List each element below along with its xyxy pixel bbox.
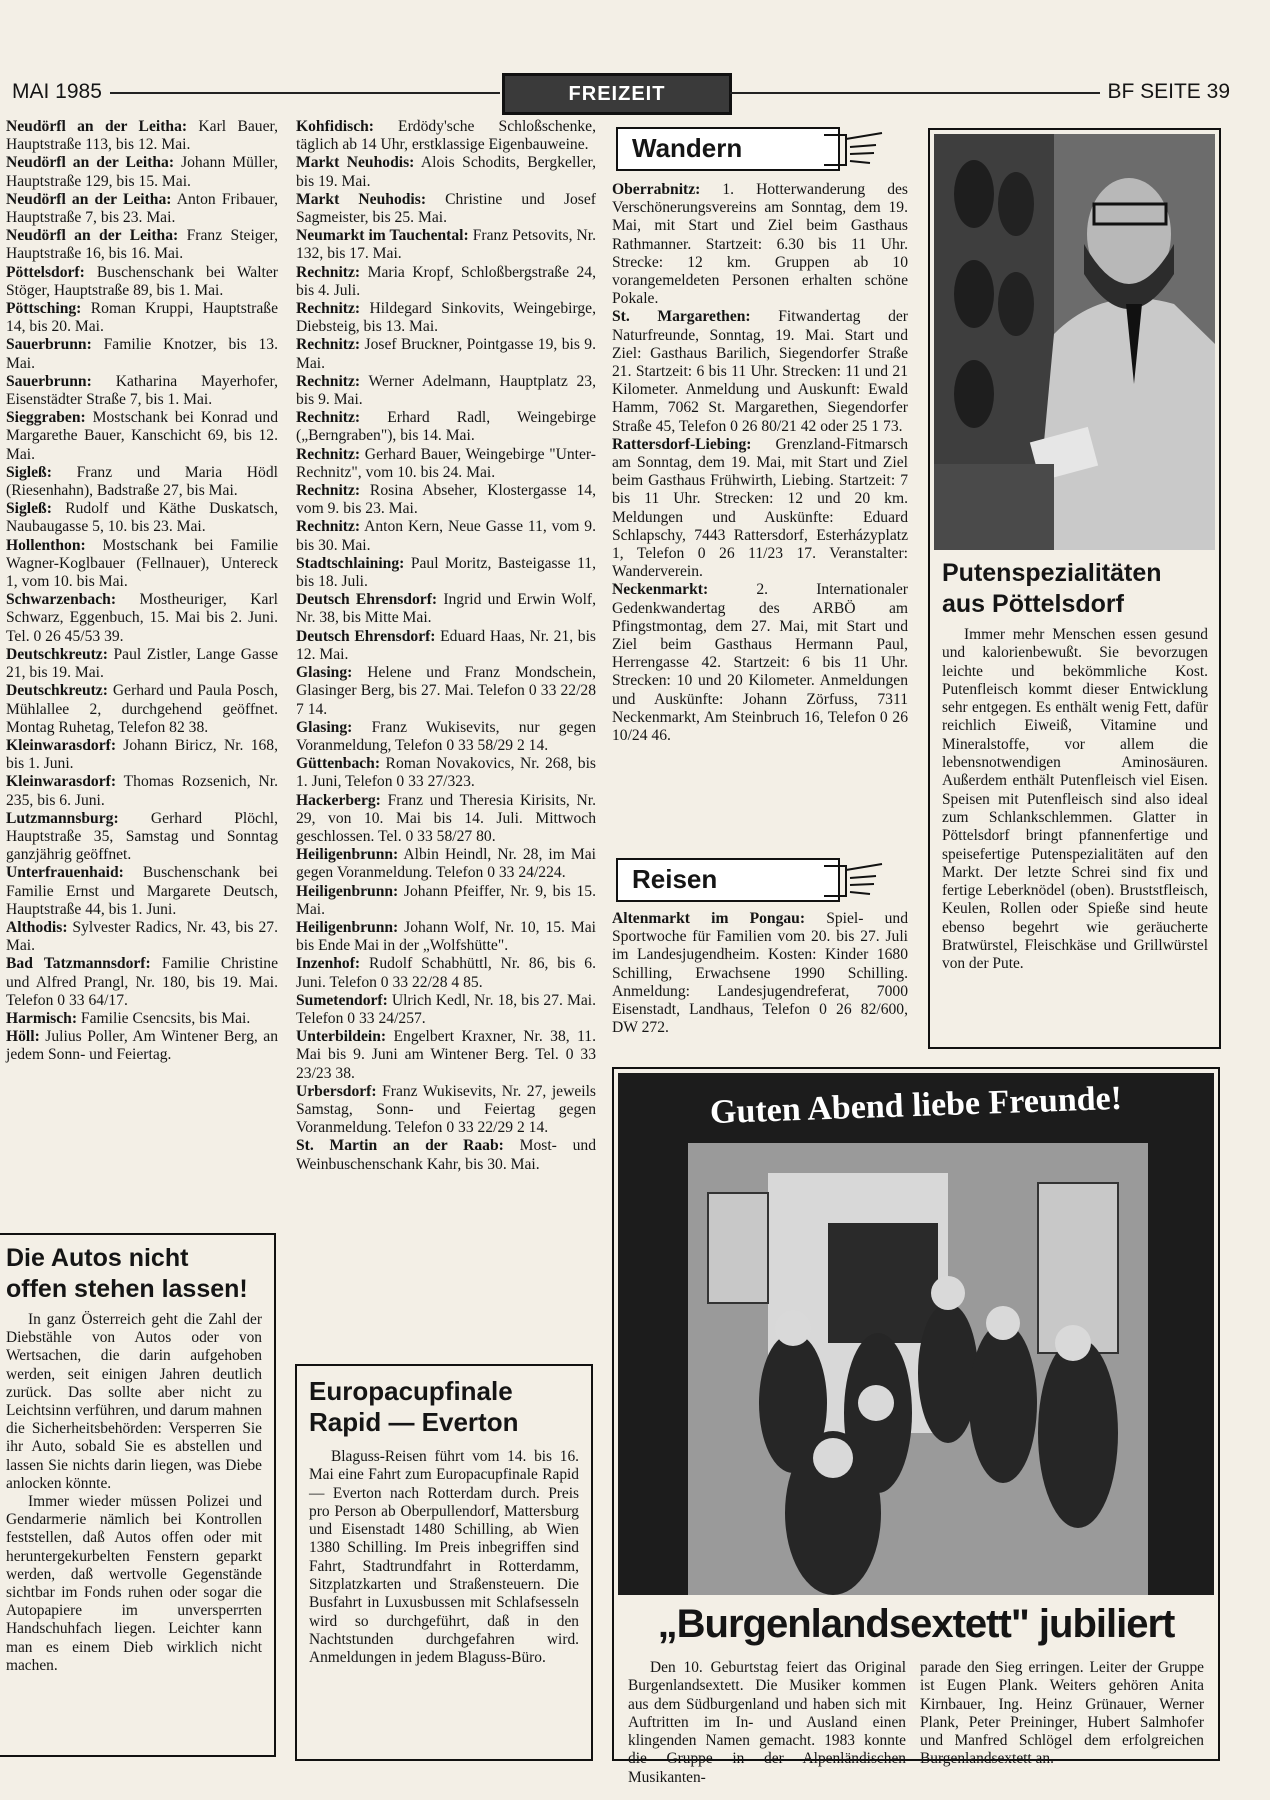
listing-details: Sylvester Radics, Nr. 43, bis 27. Mai. bbox=[6, 918, 278, 955]
pute-article bbox=[928, 128, 1221, 1049]
listing-entry bbox=[296, 591, 596, 627]
reisen-listings bbox=[612, 910, 908, 1037]
listing-entry bbox=[296, 955, 596, 991]
listing-entry bbox=[6, 682, 278, 737]
listing-place: Sieggraben: bbox=[6, 409, 86, 427]
europacup-article bbox=[295, 1364, 593, 1761]
listing-place: Glasing: bbox=[296, 718, 353, 736]
listing-details: Katharina Mayerhofer, Eisenstädter Straße 7, bis 1. Mai. bbox=[6, 372, 278, 409]
listing-details: Franz Wukisevits, nur gegen Voranmeldung, Telefon 0 33 58/29 2 14. bbox=[296, 718, 596, 754]
listing-details: Buschenschank bei Familie Ernst und Margarete Deutsch, Hauptstraße 44, bis 1. Juni. bbox=[6, 864, 278, 918]
europacup-body: Blaguss-Reisen führt vom 14. bis 16. Mai eine Fahrt zum Europacupfinale Rapid — Everton nach Rotterdam durch. Preis pro Person ab Oberpullendorf, Mattersburg und Eisenstadt 1480 Schilling, ab Wien 1380 Schilling. Im Preis inbegriffen sind Fahrt, Stadtrundfahrt in Rotterdamm, Sitzplatzkarten und Straßensteuern. Die Busfahrt in Luxusbussen mit Schlafsesseln wird so durchgeführt, daß in den Nachtstunden durchgefahren wird. Anmeldungen in jedem Blaguss-Büro. bbox=[309, 1448, 579, 1667]
listing-entry bbox=[296, 719, 596, 755]
listing-entry bbox=[296, 482, 596, 518]
listing-details: Gerhard Plöchl, Hauptstraße 35, Samstag und Sonntag ganzjährig geöffnet. bbox=[6, 809, 278, 864]
listing-place: Markt Neuhodis: bbox=[296, 154, 415, 172]
listing-place: Unterfrauenhaid: bbox=[6, 864, 124, 882]
listing-details: Franz Wukisevits, Nr. 27, jeweils Samstag, Sonn- und Feiertag gegen Voranmeldung. Telefon 0 33 22/29 2 14. bbox=[296, 1082, 596, 1137]
issue-date: MAI 1985 bbox=[12, 80, 102, 103]
listing-entry bbox=[296, 227, 596, 263]
listing-place: Neudörfl an der Leitha: bbox=[6, 154, 175, 172]
listing-details: Rudolf Schabhüttl, Nr. 86, bis 6. Juni. Telefon 0 33 22/28 4 85. bbox=[296, 955, 596, 991]
listing-place: Neudörfl an der Leitha: bbox=[6, 118, 188, 135]
listing-details: Werner Adelmann, Hauptplatz 23, bis 9. Mai. bbox=[296, 372, 596, 409]
listing-place: Höll: bbox=[6, 1028, 40, 1046]
listing-details: Familie Christine und Alfred Prangl, Nr. 180, bis 19. Mai. Telefon 0 33 64/17. bbox=[6, 955, 278, 1009]
pute-body: Immer mehr Menschen essen gesund und kalorienbewußt. Sie bevorzugen leichte und bekömmliche Kost. Putenfleisch kommt dieser Entwicklung sehr entgegen. Es enthält wenig Fett, dafür reichlich Eiweiß, Vitamine und Mineralstoffe, vor allem die lebensnotwendigen Aminosäuren. Außerdem enthält Putenfleisch viel Eisen. Speisen mit Putenfleisch sind also ideal zum Schlankschlemmen. Glatter in Pöttelsdorf bringt pfannenfertige und speisefertige Putenspezialitäten auf den Markt. Der letzte Schrei sind fix und fertige Leberknödel (oben). Bruststfleisch, Keulen, Rollen oder Spieße sind heute ebenso begehrt wie geräucherte Bratwürstel, Fleischkäse und Grillwürstel von der Pute. bbox=[942, 626, 1208, 973]
listing-details: Thomas Rozsenich, Nr. 235, bis 6. Juni. bbox=[6, 773, 278, 809]
listing-details: Erhard Radl, Weingebirge („Berngraben"), bis 14. Mai. bbox=[296, 409, 596, 445]
listing-details: Ulrich Kedl, Nr. 18, bis 27. Mai. Telefon 0 33 24/257. bbox=[296, 991, 596, 1027]
listing-place: Deutsch Ehrensdorf: bbox=[296, 591, 438, 609]
header-rule-left bbox=[110, 92, 500, 94]
listing-details: Johann Müller, Hauptstraße 129, bis 15. Mai. bbox=[6, 154, 278, 190]
listing-details: Johann Biricz, Nr. 168, bis 1. Juni. bbox=[6, 736, 278, 773]
listing-details: Mostschank bei Konrad und Margarethe Bauer, Kanschicht 69, bis 12. Mai. bbox=[6, 409, 278, 463]
listing-place: Deutschkreutz: bbox=[6, 682, 108, 700]
listing-place: Pöttelsdorf: bbox=[6, 263, 85, 281]
listing-entry bbox=[6, 773, 278, 809]
listing-entry bbox=[6, 336, 278, 372]
listing-details: Franz Petsovits, Nr. 132, bis 17. Mai. bbox=[296, 227, 597, 263]
listing-place: Hackerberg: bbox=[296, 791, 381, 809]
listing-entry bbox=[296, 555, 596, 591]
sextett-article bbox=[612, 1067, 1220, 1786]
listing-place: Heiligenbrunn: bbox=[296, 846, 399, 864]
listing-entry bbox=[296, 336, 596, 372]
sextett-body-left: Den 10. Geburtstag feiert das Original Burgenlandsextett. Die Musiker kommen aus dem Südburgenland und haben sich mit Auftritten im In- und Ausland einen klingenden Namen gemacht. 1983 konnte die Gruppe in der Alpenländischen Musikanten- bbox=[628, 1659, 906, 1786]
butcher-photo bbox=[934, 134, 1215, 550]
listing-details: Paul Zistler, Lange Gasse 21, bis 19. Mai. bbox=[6, 645, 278, 682]
listing-entry bbox=[296, 883, 596, 919]
listing-details: Grenzland-Fitmarsch am Sonntag, dem 19. Mai, mit Start und Ziel beim Gasthaus Frühwirth, Liebing. Startzeit: 7 bis 11 Uhr. Strecken: 12 und 20 km. Meldungen und Auskünfte: Eduard Schlapschy, 7443 Rattersdorf, Esterházyplatz 1, Telefon 0 26 11/23 17. Veranstalter: Wanderverein. bbox=[612, 435, 908, 581]
wandern-label bbox=[616, 127, 840, 171]
listing-place: Deutschkreutz: bbox=[6, 645, 108, 663]
listing-details: Rudolf und Käthe Duskatsch, Naubaugasse 5, 10. bis 23. Mai. bbox=[6, 500, 278, 536]
europacup-title-line1: Europacupfinale bbox=[309, 1376, 513, 1406]
column-1-listings bbox=[6, 118, 278, 1065]
listing-entry bbox=[612, 181, 908, 308]
listing-entry bbox=[6, 737, 278, 773]
listing-entry bbox=[6, 919, 278, 955]
listing-details: Anton Kern, Neue Gasse 11, vom 9. bis 30. Mai. bbox=[296, 518, 596, 554]
listing-details: 1. Hotterwanderung des Verschönerungsvereins am Sonntag, dem 19. Mai, mit Start und Ziel beim Gasthaus Rathmanner. Startzeit: 6.30 bis 11 Uhr. Strecke: 12 km. Gruppen ab 10 vorangemeldeten Personen erhalten schöne Pokale. bbox=[612, 181, 908, 308]
listing-details: Maria Kropf, Schloßbergstraße 24, bis 4. Juli. bbox=[296, 263, 596, 299]
listing-entry bbox=[296, 1083, 596, 1138]
pointing-hand-icon bbox=[820, 125, 890, 173]
page-number: BF SEITE 39 bbox=[1107, 80, 1230, 103]
listing-place: St. Martin an der Raab: bbox=[296, 1137, 504, 1155]
listing-entry bbox=[6, 227, 278, 263]
listing-place: Sigleß: bbox=[6, 500, 52, 518]
listing-details: Mostheuriger, Karl Schwarz, Eggenbuch, 15. Mai bis 2. Juni. Tel. 0 26 45/53 39. bbox=[6, 591, 278, 645]
sextett-photo bbox=[618, 1073, 1214, 1595]
listing-entry bbox=[296, 1028, 596, 1083]
pute-title-line1: Putenspezialitäten bbox=[942, 559, 1162, 587]
listing-entry bbox=[296, 664, 596, 719]
wandern-label-text: Wandern bbox=[632, 133, 743, 163]
listing-entry bbox=[296, 792, 596, 847]
europacup-title-line2: Rapid — Everton bbox=[309, 1407, 519, 1437]
listing-entry bbox=[612, 581, 908, 745]
listing-place: Kleinwarasdorf: bbox=[6, 736, 117, 754]
listing-place: Glasing: bbox=[296, 664, 353, 682]
listing-entry bbox=[6, 1028, 278, 1064]
listing-place: Rattersdorf-Liebing: bbox=[612, 435, 752, 453]
listing-place: Rechnitz: bbox=[296, 372, 361, 390]
listing-place: Unterbildein: bbox=[296, 1028, 387, 1046]
listing-entry bbox=[6, 537, 278, 592]
listing-entry bbox=[296, 846, 596, 882]
pointing-hand-icon bbox=[820, 856, 890, 904]
listing-entry bbox=[296, 518, 596, 554]
listing-place: Rechnitz: bbox=[296, 445, 361, 463]
listing-details: Julius Poller, Am Wintener Berg, an jedem Sonn- und Feiertag. bbox=[6, 1028, 278, 1064]
listing-details: Buschenschank bei Walter Stöger, Hauptstraße 89, bis 1. Mai. bbox=[6, 263, 278, 299]
listing-place: Markt Neuhodis: bbox=[296, 190, 427, 208]
listing-details: Ingrid und Erwin Wolf, Nr. 38, bis Mitte Mai. bbox=[296, 591, 596, 627]
listing-entry bbox=[6, 409, 278, 464]
listing-details: Helene und Franz Mondschein, Glasinger Berg, bis 27. Mai. Telefon 0 33 22/28 7 14. bbox=[296, 664, 596, 718]
listing-details: Spiel- und Sportwoche für Familien vom 20. bis 27. Juli im Landesjugendheim. Kosten: Kinder 1680 Schilling, Erwachsene 1990 Schilling. Anmeldung: Landesjugendreferat, 7000 Eisenstadt, Landhaus, Telefon 0 26 82/600, DW 272. bbox=[612, 910, 908, 1037]
listing-entry bbox=[6, 591, 278, 646]
listing-entry bbox=[6, 646, 278, 682]
listing-place: Rechnitz: bbox=[296, 336, 361, 354]
listing-place: Neudörfl an der Leitha: bbox=[6, 227, 179, 245]
pute-title-line2: aus Pöttelsdorf bbox=[942, 590, 1124, 618]
listing-entry bbox=[296, 992, 596, 1028]
listing-entry bbox=[6, 864, 278, 919]
autos-title-line1: Die Autos nicht bbox=[6, 1244, 189, 1272]
listing-details: Franz Steiger, Hauptstraße 16, bis 16. Mai. bbox=[6, 227, 278, 263]
listing-place: Urbersdorf: bbox=[296, 1082, 377, 1100]
listing-place: Oberrabnitz: bbox=[612, 181, 701, 198]
listing-details: Erdödy'sche Schloßschenke, täglich ab 14 Uhr, erstklassige Eigenbauweine. bbox=[296, 118, 596, 154]
listing-place: Althodis: bbox=[6, 918, 68, 936]
listing-place: Heiligenbrunn: bbox=[296, 918, 399, 936]
listing-place: Hollenthon: bbox=[6, 536, 86, 554]
sextett-body-right: parade den Sieg erringen. Leiter der Gruppe ist Eugen Plank. Weiters gehören Anita Kirnbauer, Ing. Heinz Grünauer, Werner Plank, Peter Preininger, Hubert Salmhofer und Manfred Schlögel dem erfolgreichen Burgenlandsextett an. bbox=[920, 1659, 1204, 1768]
listing-entry bbox=[296, 373, 596, 409]
listing-entry bbox=[296, 628, 596, 664]
listing-details: Paul Moritz, Basteigasse 11, bis 18. Juli. bbox=[296, 554, 596, 591]
header-rule-right bbox=[730, 92, 1100, 94]
listing-details: Roman Kruppi, Hauptstraße 14, bis 20. Mai. bbox=[6, 300, 278, 336]
listing-entry bbox=[6, 810, 278, 865]
listing-place: St. Margarethen: bbox=[612, 308, 751, 326]
listing-details: Christine und Josef Sagmeister, bis 25. Mai. bbox=[296, 190, 596, 227]
listing-details: 2. Internationaler Gedenkwandertag des ARBÖ am Pfingstmontag, dem 27. Mai, mit Start und Ziel beim Gasthaus Hermann Paul, Herrengasse 42. Startzeit: 6 bis 11 Uhr. Strecken: 10 und 20 Kilometer. Anmeldungen und Auskünfte: Johann Zörfuss, 7311 Neckenmarkt, Am Steinbruch 16, Telefon 0 26 10/24 46. bbox=[612, 581, 908, 745]
autos-article bbox=[0, 1233, 276, 1757]
listing-details: Alois Schodits, Bergkeller, bis 19. Mai. bbox=[296, 154, 597, 190]
listing-entry bbox=[6, 264, 278, 300]
listing-place: Pöttsching: bbox=[6, 300, 82, 318]
listing-entry bbox=[6, 191, 278, 227]
listing-entry bbox=[296, 300, 596, 336]
listing-entry bbox=[6, 300, 278, 336]
autos-paragraph-1: In ganz Österreich geht die Zahl der Diebstähle von Autos oder von Wertsachen, die darin aufgehoben werden, seit einigen Jahren deutlich zurück. Das sollte aber nicht zu Leichtsinn verführen, und darum mahnen die Sicherheitsbehörden: Versperren Sie ihr Auto, sobald Sie es abstellen und lassen Sie nichts darin liegen, was Diebe anlocken könnte. bbox=[6, 1311, 262, 1492]
listing-entry bbox=[6, 373, 278, 409]
autos-paragraph-2: Immer wieder müssen Polizei und Gendarmerie nämlich bei Kontrollen feststellen, daß Autos offen oder mit heruntergekurbelten Fenstern geparkt werden, daß wertvolle Gegenstände sichtbar im Fonds ruhen oder sogar die Autopapiere im unversperrten Handschuhfach liegen. Leichter kann man es einem Dieb wirklich nicht machen. bbox=[6, 1493, 262, 1674]
listing-entry bbox=[6, 955, 278, 1010]
sextett-banner: Guten Abend liebe Freunde! bbox=[709, 1079, 1123, 1132]
listing-entry bbox=[296, 919, 596, 955]
listing-place: Rechnitz: bbox=[296, 518, 361, 536]
listing-entry bbox=[296, 264, 596, 300]
listing-details: Karl Bauer, Hauptstraße 113, bis 12. Mai. bbox=[6, 118, 278, 154]
listing-details: Rosina Abseher, Klostergasse 14, vom 9. bis 23. Mai. bbox=[296, 482, 596, 518]
autos-title-line2: offen stehen lassen! bbox=[6, 1275, 248, 1303]
listing-entry bbox=[296, 1137, 596, 1173]
listing-place: Güttenbach: bbox=[296, 755, 381, 773]
listing-details: Familie Knotzer, bis 13. Mai. bbox=[6, 336, 278, 372]
wandern-listings bbox=[612, 181, 908, 745]
column-2-listings bbox=[296, 118, 596, 1174]
listing-details: Josef Bruckner, Pointgasse 19, bis 9. Mai. bbox=[296, 336, 596, 372]
listing-entry bbox=[6, 500, 278, 536]
listing-place: Inzenhof: bbox=[296, 955, 361, 973]
listing-details: Anton Fribauer, Hauptstraße 7, bis 23. Mai. bbox=[6, 190, 278, 227]
listing-entry bbox=[612, 308, 908, 435]
listing-details: Gerhard Bauer, Weingebirge "Unter-Rechnitz", vom 10. bis 24. Mai. bbox=[296, 445, 596, 481]
listing-place: Deutsch Ehrensdorf: bbox=[296, 627, 436, 645]
listing-entry bbox=[612, 910, 908, 1037]
listing-details: Johann Wolf, Nr. 10, 15. Mai bis Ende Mai in der „Wolfshütte". bbox=[296, 918, 596, 955]
listing-place: Heiligenbrunn: bbox=[296, 882, 399, 900]
listing-details: Mostschank bei Familie Wagner-Koglbauer (Fellnauer), Untereck 1, vom 10. bis Mai. bbox=[6, 536, 278, 591]
listing-details: Albin Heindl, Nr. 28, im Mai gegen Voranmeldung. Telefon 0 33 24/224. bbox=[296, 846, 596, 882]
listing-details: Eduard Haas, Nr. 21, bis 12. Mai. bbox=[296, 627, 597, 663]
listing-details: Franz und Theresia Kirisits, Nr. 29, von 10. Mai bis 14. Juli. Mittwoch geschlossen. Tel. 0 33 58/27 80. bbox=[296, 791, 596, 845]
listing-place: Sigleß: bbox=[6, 463, 52, 481]
listing-place: Altenmarkt im Pongau: bbox=[612, 910, 806, 927]
listing-place: Neudörfl an der Leitha: bbox=[6, 190, 172, 208]
listing-place: Neckenmarkt: bbox=[612, 581, 709, 599]
listing-place: Rechnitz: bbox=[296, 482, 361, 500]
listing-place: Kohfidisch: bbox=[296, 118, 374, 135]
listing-entry bbox=[6, 1010, 278, 1028]
listing-details: Engelbert Kraxner, Nr. 38, 11. Mai bis 9. Juni am Wintener Berg. Tel. 0 33 23/23 38. bbox=[296, 1028, 596, 1082]
listing-entry bbox=[296, 755, 596, 791]
listing-entry bbox=[612, 436, 908, 582]
listing-place: Sauerbrunn: bbox=[6, 372, 92, 390]
listing-entry bbox=[296, 191, 596, 227]
reisen-label-text: Reisen bbox=[632, 864, 718, 894]
listing-place: Sauerbrunn: bbox=[6, 336, 92, 354]
listing-place: Harmisch: bbox=[6, 1009, 78, 1027]
listing-details: Familie Csencsits, bis Mai. bbox=[77, 1009, 251, 1027]
listing-details: Gerhard und Paula Posch, Mühlallee 2, durchgehend geöffnet. Montag Ruhetag, Telefon 82 38. bbox=[6, 682, 278, 736]
listing-place: Bad Tatzmannsdorf: bbox=[6, 955, 151, 973]
sextett-headline: „Burgenlandsextett" jubiliert bbox=[657, 1602, 1175, 1646]
listing-place: Lutzmannsburg: bbox=[6, 809, 119, 827]
listing-entry bbox=[296, 446, 596, 482]
listing-place: Sumetendorf: bbox=[296, 991, 388, 1009]
listing-details: Franz und Maria Hödl (Riesenhahn), Badstraße 27, bis Mai. bbox=[6, 463, 278, 500]
listing-details: Roman Novakovics, Nr. 268, bis 1. Juni, Telefon 0 33 27/323. bbox=[296, 755, 596, 791]
listing-entry bbox=[6, 464, 278, 500]
section-title: FREIZEIT bbox=[502, 73, 732, 115]
listing-details: Fitwandertag der Naturfreunde, Sonntag, 19. Mai. Start und Ziel: Gasthaus Barilich, Siegendorfer Straße 21. Startzeit: 6 bis 11 Uhr. Strecken: 11 und 21 Kilometer. Anmeldung und Auskunft: Ewald Hamm, 7062 St. Margarethen, Siegendorfer Straße 45, Telefon 0 26 80/21 42 oder 25 1 73. bbox=[612, 308, 908, 435]
listing-entry bbox=[296, 409, 596, 445]
listing-place: Stadtschlaining: bbox=[296, 554, 405, 572]
listing-place: Neumarkt im Tauchental: bbox=[296, 227, 469, 245]
listing-details: Hildegard Sinkovits, Weingebirge, Diebsteig, bis 13. Mai. bbox=[296, 300, 596, 336]
listing-entry bbox=[296, 154, 596, 190]
listing-details: Most- und Weinbuschenschank Kahr, bis 30. Mai. bbox=[296, 1137, 596, 1173]
listing-place: Rechnitz: bbox=[296, 263, 361, 281]
listing-place: Rechnitz: bbox=[296, 300, 361, 318]
listing-place: Schwarzenbach: bbox=[6, 591, 117, 609]
page-header bbox=[10, 72, 1230, 116]
listing-entry bbox=[6, 118, 278, 154]
listing-place: Rechnitz: bbox=[296, 409, 361, 427]
reisen-label bbox=[616, 858, 840, 902]
listing-details: Johann Pfeiffer, Nr. 9, bis 15. Mai. bbox=[296, 882, 596, 918]
listing-place: Kleinwarasdorf: bbox=[6, 773, 117, 791]
listing-entry bbox=[296, 118, 596, 154]
listing-entry bbox=[6, 154, 278, 190]
